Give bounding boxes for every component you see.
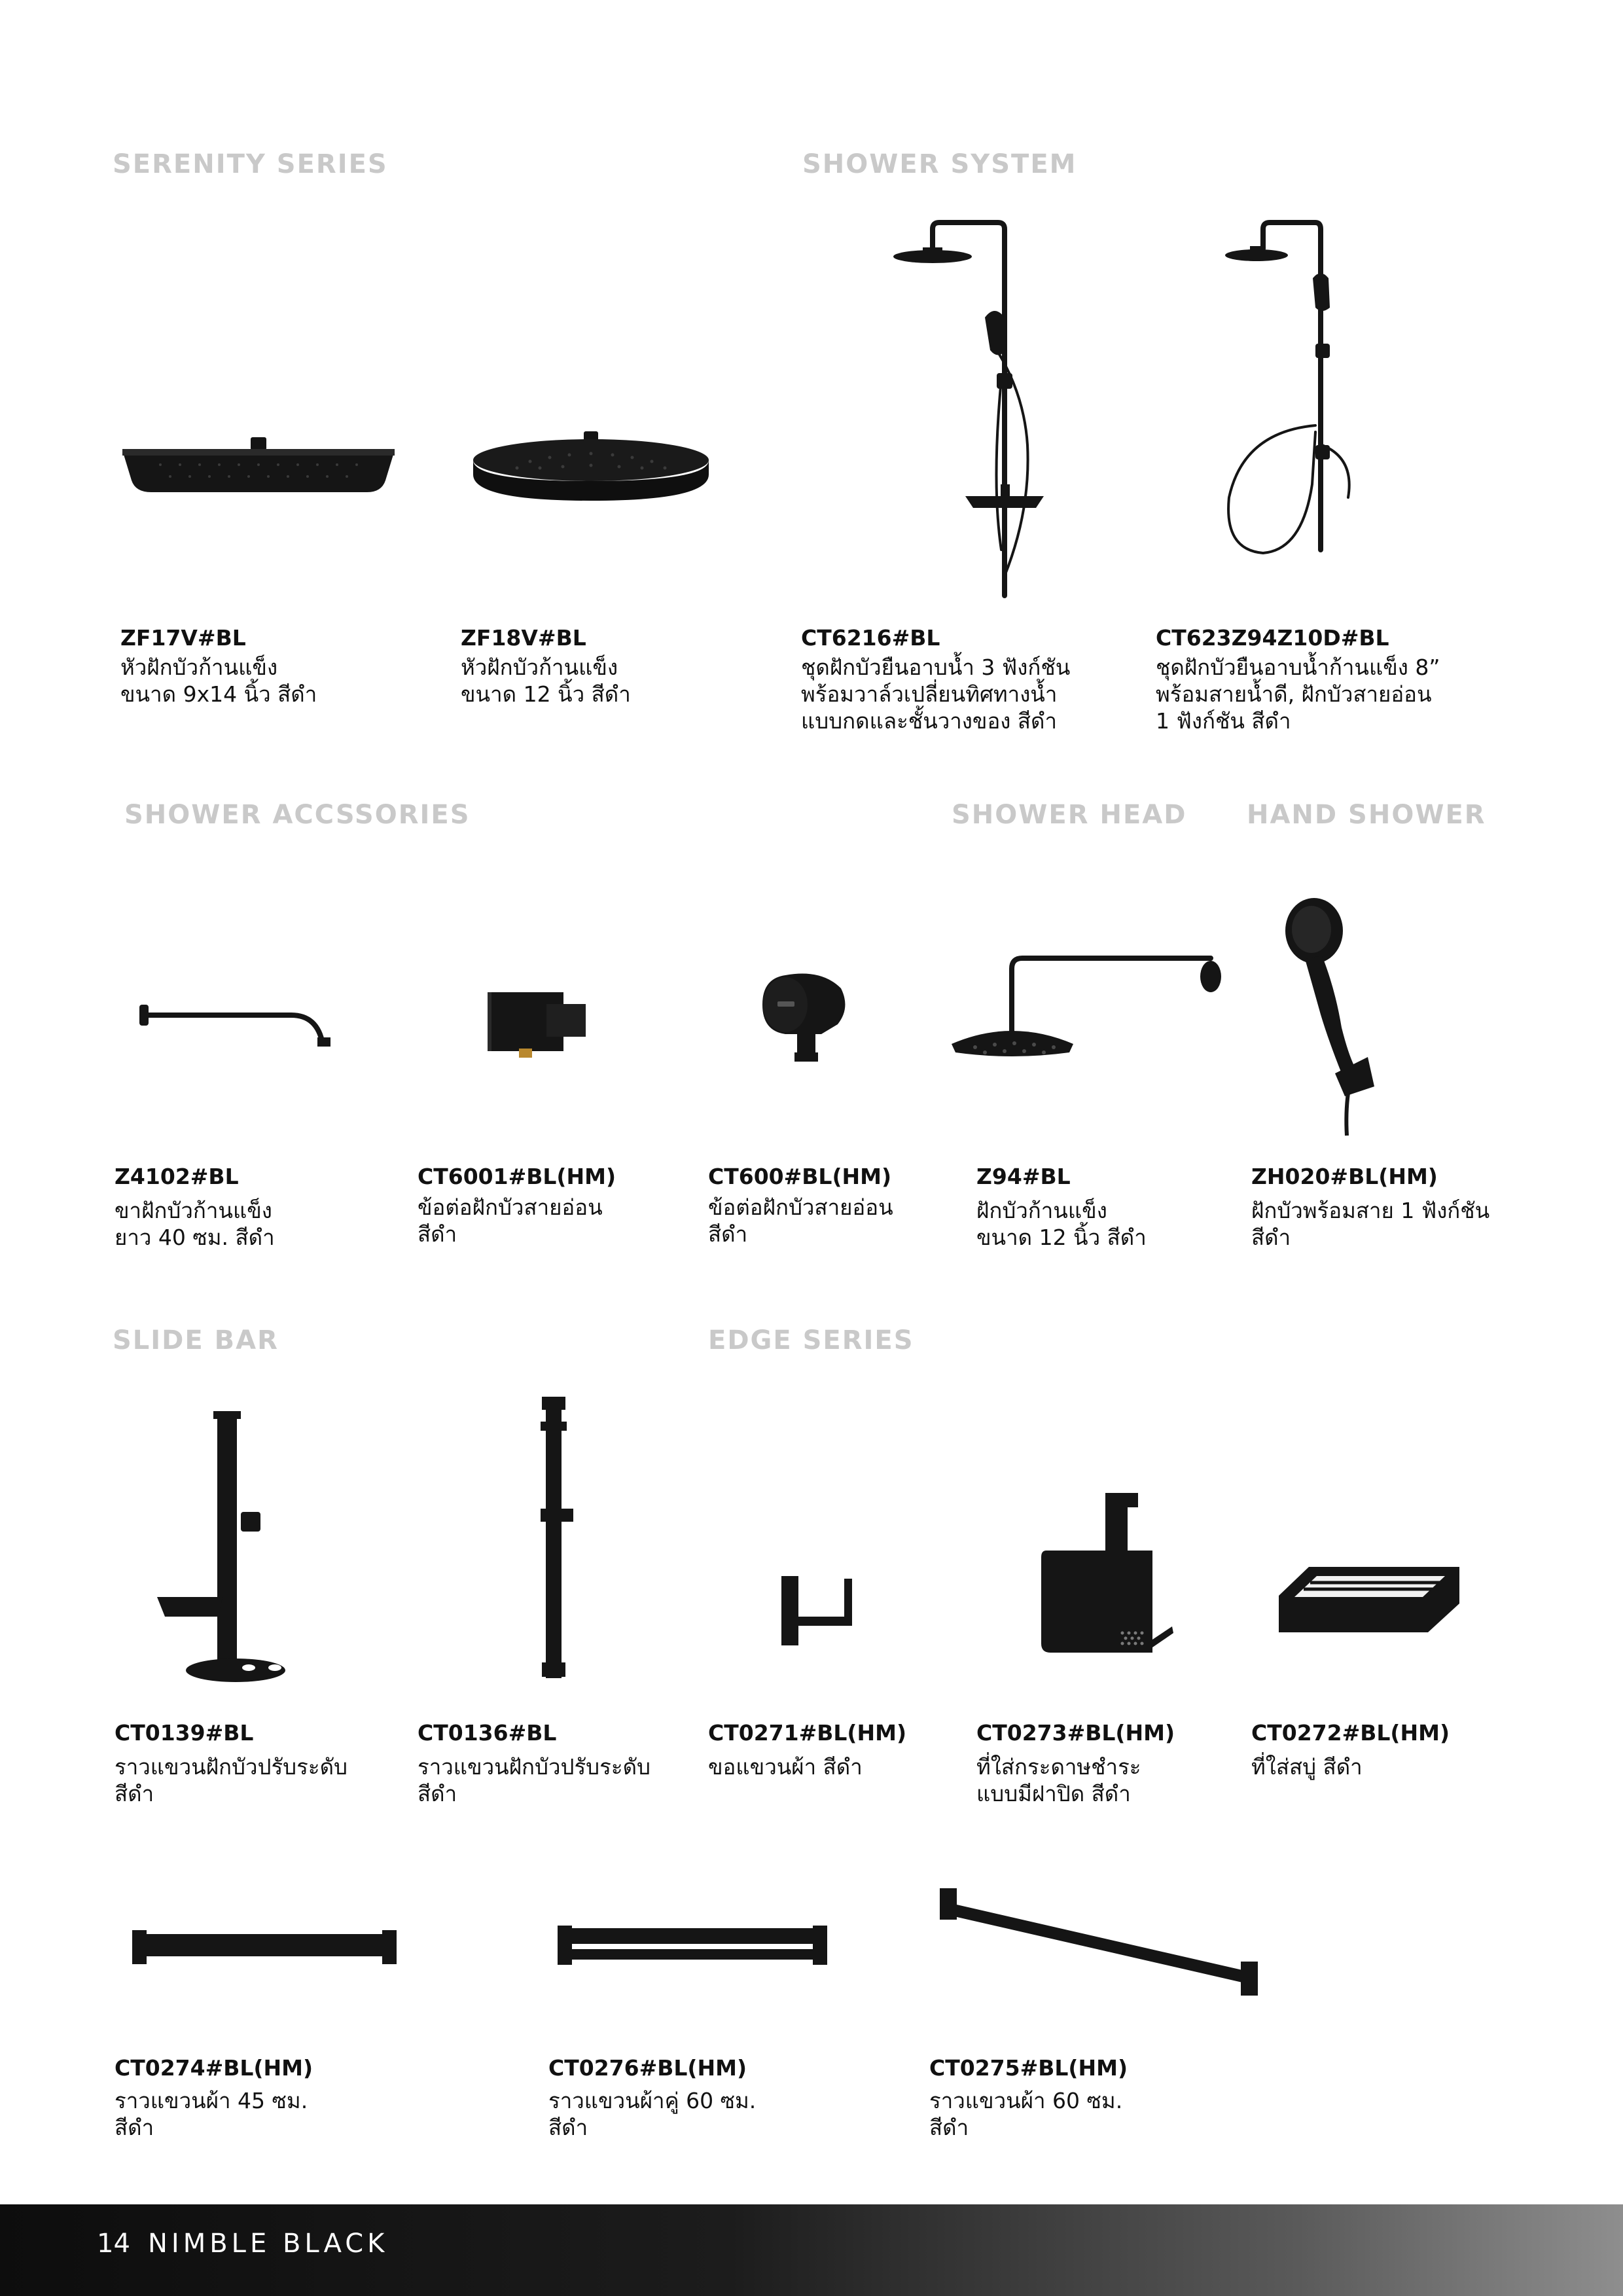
product-description-line: 1 ฟังก์ชัน สีดำ <box>1156 708 1291 734</box>
product-code: ZH020#BL(HM) <box>1251 1164 1438 1189</box>
product-description-line: ราวแขวนผ้า 45 ซม. <box>115 2088 308 2113</box>
page-number: 14 <box>97 2229 130 2259</box>
slide-bar-with-shelf-icon <box>151 1407 321 1689</box>
shower-system-with-shelf-icon <box>887 209 1083 602</box>
soap-basket-icon <box>1276 1564 1463 1636</box>
square-wall-connector-icon <box>488 988 592 1060</box>
round-rain-shower-head-icon <box>471 429 713 507</box>
product-description-line: ขอแขวนผ้า สีดำ <box>708 1754 863 1780</box>
slide-bar-icon <box>530 1394 582 1682</box>
product-description-line: ที่ใส่สบู่ สีดำ <box>1251 1754 1363 1780</box>
catalog-title: NIMBLE BLACK <box>148 2229 389 2259</box>
product-code: CT0136#BL <box>418 1720 557 1746</box>
product-description-line: สีดำ <box>418 1221 457 1247</box>
product-description-line: ขาฝักบัวก้านแข็ง <box>115 1198 272 1223</box>
section-heading-slide-bar: SLIDE BAR <box>113 1325 279 1355</box>
section-heading-shower-head: SHOWER HEAD <box>952 800 1187 830</box>
round-wall-connector-icon <box>759 969 851 1067</box>
product-description-line: ที่ใส่กระดาษชำระ <box>976 1754 1141 1780</box>
section-heading-shower-system: SHOWER SYSTEM <box>802 149 1077 179</box>
angled-towel-bar-icon <box>936 1882 1270 2000</box>
product-description-line: สีดำ <box>1251 1225 1291 1250</box>
shower-system-with-hose-icon <box>1217 209 1387 576</box>
product-description-line: ฝักบัวพร้อมสาย 1 ฟังก์ชัน <box>1251 1198 1490 1223</box>
product-description-line: ข้อต่อฝักบัวสายอ่อน <box>418 1194 603 1220</box>
product-description-line: ชุดฝักบัวยืนอาบน้ำก้านแข็ง 8” <box>1156 655 1440 680</box>
product-description-line: แบบมีฝาปิด สีดำ <box>976 1781 1131 1806</box>
product-description-line: ชุดฝักบัวยืนอาบน้ำ 3 ฟังก์ชัน <box>801 655 1071 680</box>
product-code: Z94#BL <box>976 1164 1071 1189</box>
product-code: ZF17V#BL <box>120 625 246 651</box>
section-heading-hand-shower: HAND SHOWER <box>1247 800 1486 830</box>
product-description-line: ราวแขวนผ้า 60 ซม. <box>929 2088 1123 2113</box>
double-towel-bar-icon <box>555 1923 830 1969</box>
shower-head-with-arm-icon <box>949 949 1224 1067</box>
product-description-line: ข้อต่อฝักบัวสายอ่อน <box>708 1194 893 1220</box>
product-code: ZF18V#BL <box>461 625 586 651</box>
product-description-line: ยาว 40 ซม. สีดำ <box>115 1225 275 1250</box>
product-description-line: สีดำ <box>929 2115 969 2140</box>
product-description-line: พร้อมสายน้ำดี, ฝักบัวสายอ่อน <box>1156 681 1432 707</box>
product-description-line: ฝักบัวก้านแข็ง <box>976 1198 1107 1223</box>
product-description-line: ราวแขวนผ้าคู่ 60 ซม. <box>548 2088 757 2113</box>
product-description-line: หัวฝักบัวก้านแข็ง <box>120 655 278 680</box>
product-code: CT623Z94Z10D#BL <box>1156 625 1389 651</box>
towel-bar-icon <box>130 1928 399 1967</box>
product-code: CT0273#BL(HM) <box>976 1720 1175 1746</box>
product-description-line: ขนาด 9x14 นิ้ว สีดำ <box>120 681 317 707</box>
hand-shower-icon <box>1283 897 1400 1139</box>
product-code: CT6216#BL <box>801 625 940 651</box>
product-code: CT0272#BL(HM) <box>1251 1720 1450 1746</box>
section-heading-accessories: SHOWER ACCSSORIES <box>124 800 471 830</box>
product-description-line: สีดำ <box>548 2115 588 2140</box>
product-code: Z4102#BL <box>115 1164 239 1189</box>
toilet-paper-holder-icon <box>1037 1489 1175 1666</box>
product-description-line: สีดำ <box>115 2115 154 2140</box>
product-code: CT0271#BL(HM) <box>708 1720 907 1746</box>
product-description-line: ขนาด 12 นิ้ว สีดำ <box>461 681 631 707</box>
robe-hook-icon <box>779 1571 857 1649</box>
product-code: CT0139#BL <box>115 1720 254 1746</box>
product-description-line: แบบกดและชั้นวางของ สีดำ <box>801 708 1058 734</box>
product-description-line: ราวแขวนฝักบัวปรับระดับ <box>418 1754 651 1780</box>
product-description-line: หัวฝักบัวก้านแข็ง <box>461 655 618 680</box>
section-heading-edge: EDGE SERIES <box>708 1325 914 1355</box>
product-description-line: ขนาด 12 นิ้ว สีดำ <box>976 1225 1147 1250</box>
product-description-line: สีดำ <box>115 1781 154 1806</box>
rectangular-rain-shower-head-icon <box>121 432 396 504</box>
section-heading-serenity: SERENITY SERIES <box>113 149 388 179</box>
product-code: CT0275#BL(HM) <box>929 2055 1128 2081</box>
product-code: CT600#BL(HM) <box>708 1164 892 1189</box>
product-description-line: พร้อมวาล์วเปลี่ยนทิศทางน้ำ <box>801 681 1058 707</box>
product-code: CT0276#BL(HM) <box>548 2055 747 2081</box>
product-description-line: สีดำ <box>708 1221 748 1247</box>
product-description-line: สีดำ <box>418 1781 457 1806</box>
product-code: CT0274#BL(HM) <box>115 2055 313 2081</box>
product-code: CT6001#BL(HM) <box>418 1164 616 1189</box>
product-description-line: ราวแขวนฝักบัวปรับระดับ <box>115 1754 348 1780</box>
shower-arm-icon <box>134 992 330 1050</box>
